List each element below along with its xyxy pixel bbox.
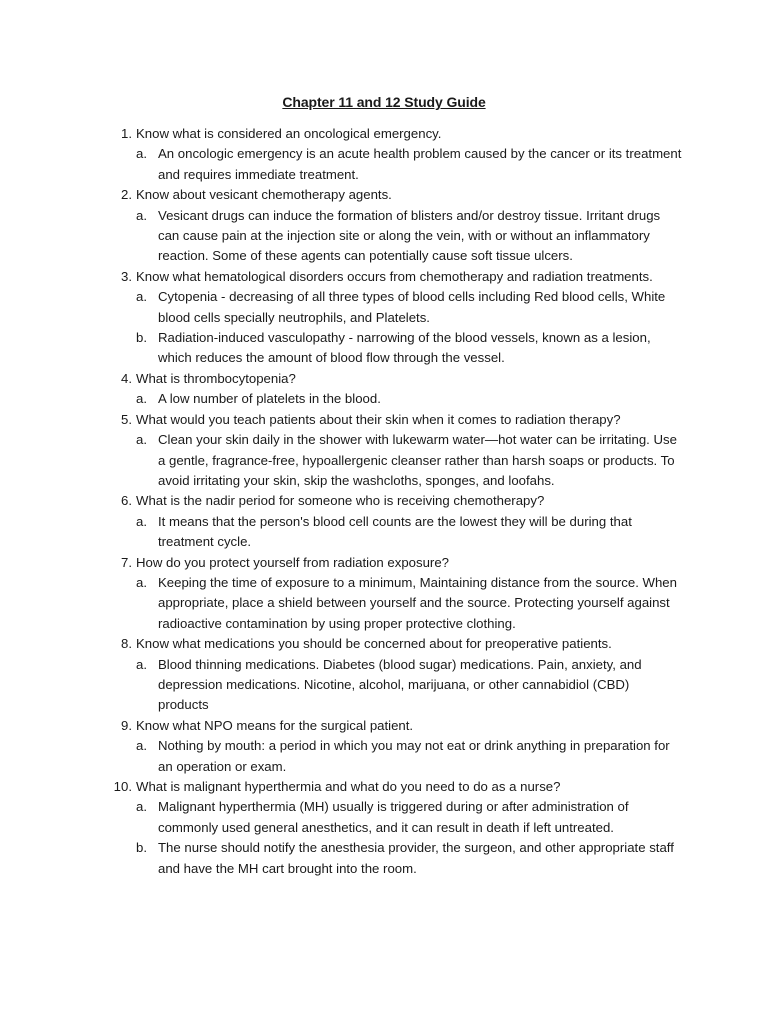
answer-letter: a. xyxy=(136,574,147,590)
answer-text: Nothing by mouth: a period in which you may not eat or drink anything in preparation for an operation or exam. xyxy=(158,738,670,774)
answer-letter: b. xyxy=(136,840,147,856)
question-number: 7. xyxy=(121,554,132,570)
question-number: 1. xyxy=(121,126,132,141)
answer-text: Clean your skin daily in the shower with lukewarm water—hot water can be irritating. Use a gentle, fragrance-free, hypoallergenic cleanser rather than harsh soaps or products. To avoid irritating your skin, skip the washcloths, sponges, and loofahs. xyxy=(158,432,677,488)
answer-item xyxy=(0,838,768,879)
answer-letter: a. xyxy=(136,432,147,448)
answer-text: Keeping the time of exposure to a minimum, Maintaining distance from the source. When appropriate, place a shield between yourself and the source. Protecting yourself against radioactive contamination by using proper protective clothing. xyxy=(158,574,677,631)
answer-text: It means that the person's blood cell counts are the lowest they will be during that treatment cycle. xyxy=(158,513,632,550)
question-number: 8. xyxy=(121,636,132,652)
answer-text: Cytopenia - decreasing of all three types of blood cells including Red blood cells, White blood cells specially neutrophils, and Platelets. xyxy=(158,289,666,325)
question-number: 3. xyxy=(121,268,132,284)
answer-item xyxy=(0,797,768,838)
answer-item xyxy=(0,430,768,491)
answer-letter: a. xyxy=(136,738,147,754)
question-text: Know what hematological disorders occurs from chemotherapy and radiation treatments. xyxy=(136,268,653,284)
answer-letter: a. xyxy=(136,391,147,407)
answer-text: A low number of platelets in the blood. xyxy=(158,391,381,407)
question-item xyxy=(0,267,768,287)
answer-letter: a. xyxy=(136,799,147,815)
question-item xyxy=(0,777,768,797)
answer-letter: a. xyxy=(136,513,147,529)
question-number: 6. xyxy=(121,493,132,509)
question-list xyxy=(0,124,768,879)
question-item xyxy=(0,369,768,389)
question-text: Know what medications you should be concerned about for preoperative patients. xyxy=(136,636,612,652)
question-text: What is malignant hyperthermia and what do you need to do as a nurse? xyxy=(136,779,561,794)
question-number: 4. xyxy=(121,370,132,386)
question-text: How do you protect yourself from radiation exposure? xyxy=(136,554,449,570)
answer-item xyxy=(0,655,768,716)
answer-letter: a. xyxy=(136,289,147,305)
question-text: What is the nadir period for someone who is receiving chemotherapy? xyxy=(136,493,545,509)
question-item xyxy=(0,410,768,430)
answer-text: Vesicant drugs can induce the formation of blisters and/or destroy tissue. Irritant drugs can cause pain at the injection site or along the vein, with or without an inflammatory reaction. Some of these agents can potentially cause soft tissue ulcers. xyxy=(158,207,661,264)
question-item xyxy=(0,553,768,573)
answer-text: The nurse should notify the anesthesia provider, the surgeon, and other appropriate staff and have the MH cart brought into the room. xyxy=(158,840,674,876)
question-item xyxy=(0,634,768,654)
answer-text: An oncologic emergency is an acute health problem caused by the cancer or its treatment and requires immediate treatment. xyxy=(158,146,682,182)
question-text: What is thrombocytopenia? xyxy=(136,370,296,386)
answer-item xyxy=(0,206,768,267)
answer-letter: a. xyxy=(136,207,147,223)
question-item xyxy=(0,491,768,511)
answer-letter: b. xyxy=(136,330,147,346)
answer-item xyxy=(0,328,768,369)
question-item xyxy=(0,716,768,736)
question-item xyxy=(0,185,768,205)
answer-text: Radiation-induced vasculopathy - narrowing of the blood vessels, known as a lesion, which reduces the amount of blood flow through the vessel. xyxy=(158,330,651,366)
question-item xyxy=(0,124,768,144)
answer-item xyxy=(0,512,768,553)
question-text: Know what NPO means for the surgical patient. xyxy=(136,717,414,733)
question-number: 9. xyxy=(121,717,132,733)
question-number: 2. xyxy=(121,187,132,203)
answer-letter: a. xyxy=(136,146,147,162)
question-number: 10. xyxy=(113,779,132,794)
question-text: Know about vesicant chemotherapy agents. xyxy=(136,187,392,203)
answer-item xyxy=(0,389,768,409)
answer-item xyxy=(0,287,768,328)
answer-item xyxy=(0,736,768,777)
answer-text: Malignant hyperthermia (MH) usually is triggered during or after administration of commonly used general anesthetics, and it can result in death if left untreated. xyxy=(158,799,629,835)
answer-text: Blood thinning medications. Diabetes (blood sugar) medications. Pain, anxiety, and depression medications. Nicotine, alcohol, marijuana, or other cannabidiol (CBD) products xyxy=(158,656,642,713)
answer-item xyxy=(0,573,768,634)
question-number: 5. xyxy=(121,411,132,427)
answer-letter: a. xyxy=(136,656,147,672)
page-title: Chapter 11 and 12 Study Guide xyxy=(282,94,486,110)
question-text: What would you teach patients about their skin when it comes to radiation therapy? xyxy=(136,411,621,427)
answer-item xyxy=(0,144,768,185)
question-text: Know what is considered an oncological emergency. xyxy=(136,126,442,141)
